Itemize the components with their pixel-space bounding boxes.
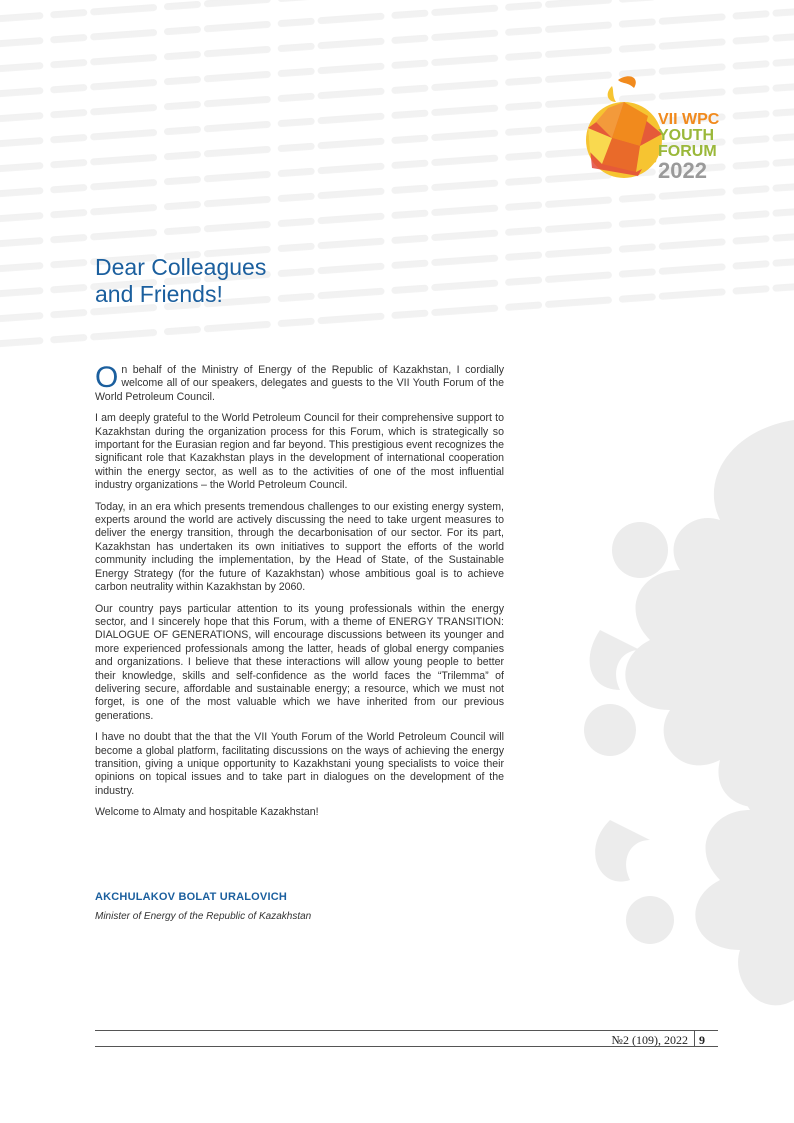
signature-position: Minister of Energy of the Republic of Kazakhstan xyxy=(95,911,312,922)
paragraph-2: I am deeply grateful to the World Petroleum Council for their comprehensive support to Kazakhstan during the organization process for this Forum, which is strategically so important for the Eurasian region and far beyond. This prestigious event recognizes the significant role that Kazakhstan plays in the development of international cooperation within the energy sector, as well as to the activities of one of the most influential industry organizations – the World Petroleum Council. xyxy=(95,412,504,492)
paragraph-1 xyxy=(95,361,504,404)
title-line-1: Dear Colleagues xyxy=(95,254,267,280)
logo-line-year: 2022 xyxy=(658,158,707,183)
paragraph-3: Today, in an era which presents tremendous challenges to our existing energy system, experts around the world are actively discussing the need to take urgent measures to deliver the energy transition, through the decarbonisation of our sector. For its part, Kazakhstan has undertaken its own initiatives to support the efforts of the world community including the implementation, by the Head of State, of the Sustainable Energy Strategy (for the future of Kazakhstan) whose ambitious goal is to achieve carbon neutrality within Kazakhstan by 2060. xyxy=(95,500,504,594)
page-title xyxy=(95,254,266,308)
kazakh-ornament xyxy=(580,400,794,1040)
signature-name: AKCHULAKOV BOLAT URALOVICH xyxy=(95,891,287,903)
footer-rule-top xyxy=(95,1030,718,1031)
footer-separator xyxy=(694,1030,695,1046)
page-number: 9 xyxy=(699,1033,705,1047)
drop-cap: O xyxy=(95,361,119,394)
logo-line-youth: YOUTH xyxy=(658,127,714,144)
paragraph-1-text: n behalf of the Ministry of Energy of the Republic of Kazakhstan, I cordially welcome all of our speakers, delegates and guests to the VII Youth Forum of the World Petroleum Council. xyxy=(95,364,504,403)
title-line-2: and Friends! xyxy=(95,281,223,307)
paragraph-5: I have no doubt that the that the VII Youth Forum of the World Petroleum Council will become a global platform, facilitating discussions on the ways of achieving the energy transition, giving a unique opportunity to Kazakhstani young specialists to voice their opinions on topical issues and to take part in dialogues on the development of the industry. xyxy=(95,731,504,797)
paragraph-4: Our country pays particular attention to its young professionals within the energy sector, and I sincerely hope that this Forum, with a theme of ENERGY TRANSITION: DIALOGUE OF GENERATIONS, will encourage discussions between its younger and more experienced professionals among the latter, heads of global energy companies and organizations. I believe that these interactions will allow young people to better their knowledge, skills and self-confidence as the world faces the “Trilemma” of delivering secure, affordable and sustainable energy; a resource, which we must not forget, is one of the most valuable which we have inherited from our previous generations. xyxy=(95,602,504,722)
letter-body xyxy=(95,361,504,828)
logo-text xyxy=(658,112,719,182)
logo-line-wpc: VII WPC xyxy=(658,111,720,128)
paragraph-6: Welcome to Almaty and hospitable Kazakhstan! xyxy=(95,806,319,819)
logo-line-forum: FORUM xyxy=(658,143,717,160)
footer-issue: №2 (109), 2022 xyxy=(611,1033,688,1047)
